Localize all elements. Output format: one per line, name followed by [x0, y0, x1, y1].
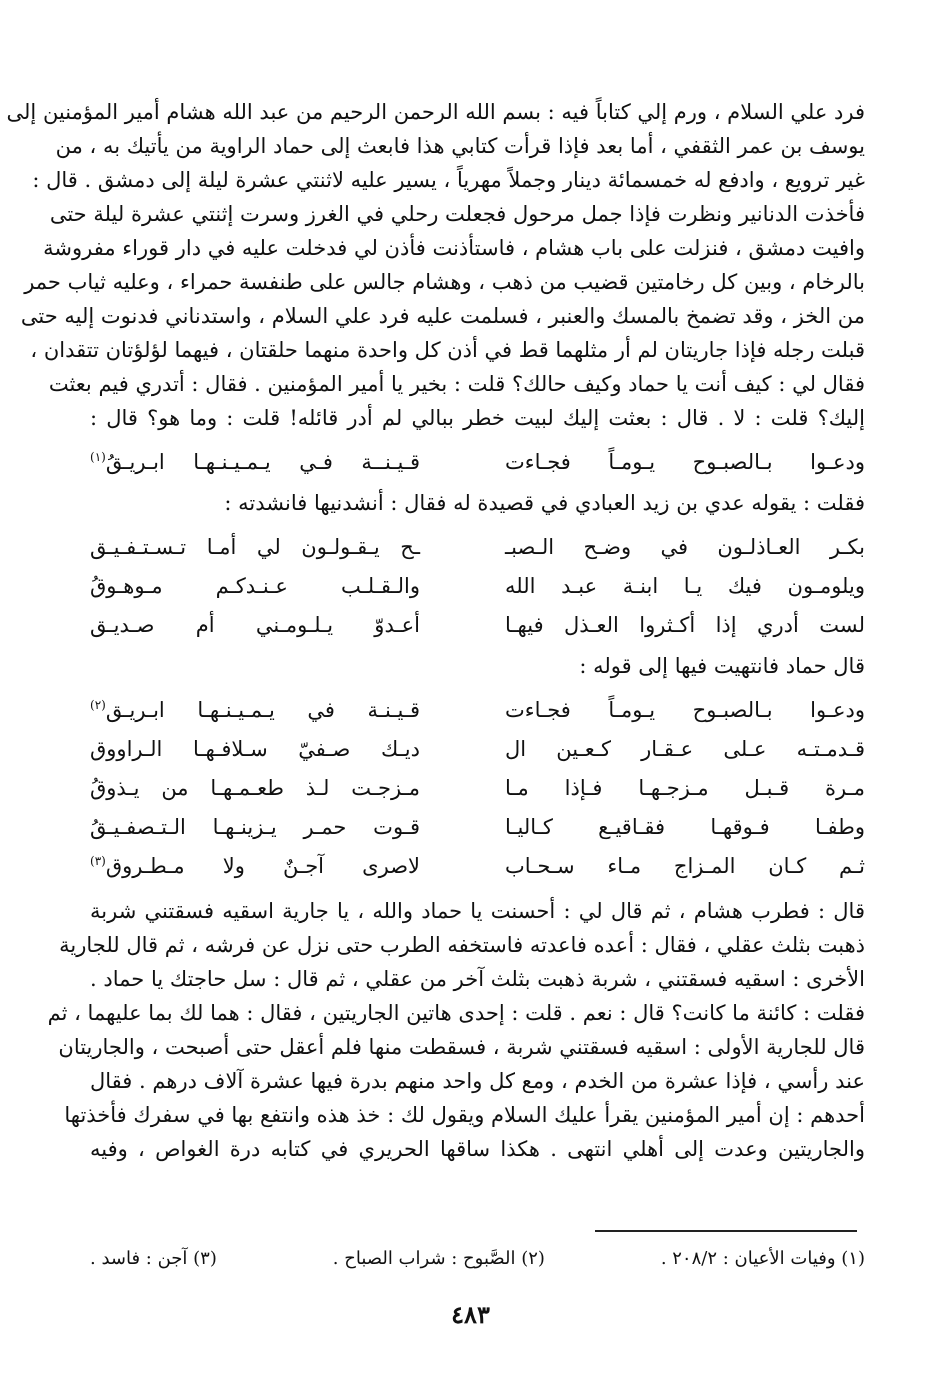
verse-line [90, 443, 865, 482]
verse-hemistich-second: ـح يـقـولـون لي أمـا تـسـتـفـيـق [90, 535, 420, 559]
hemistich-text: قـيـنـة في يـمـيـنـهـا ابـريـق [105, 698, 420, 722]
poem-1 [90, 528, 865, 645]
verse-hemistich-first: ويلومـون فيك يـا ابنـة عبـد الله [505, 574, 865, 598]
text-line: ذهبت بثلث عقلي ، فقال : أعده فاعدته فاستخفه الطرب حتى نزل عن فرشه ، ثم قال للجارية [59, 933, 865, 957]
verse-hemistich-first: ودعـوا بـالصبـوح يـومـاً فجـاءت [505, 698, 865, 722]
text-line: أحدهم : إن أمير المؤمنين يقرأ عليك السلام ويقول لك : خذ هذه وانتفع بها في سفرك فأخذتها [64, 1103, 865, 1127]
text-line: فقلت : يقوله عدي بن زيد العبادي في قصيدة له فقال : أنشدنيها فانشدته : [224, 491, 865, 515]
text-line: فقال لي : كيف أنت يا حماد وكيف حالك؟ قلت : بخير يا أمير المؤمنين . فقال : أتدري فيم بعثت [48, 372, 865, 396]
footnotes [90, 1248, 865, 1269]
text-line: وافيت دمشق ، فنزلت على باب هشام ، فاستأذنت فأذن لي فدخلت عليه في دار قوراء مفروشة [43, 236, 865, 260]
verse-line [90, 730, 865, 769]
footnote-divider [595, 1230, 857, 1232]
verse-line [90, 808, 865, 847]
text-line: بالرخام ، وبين كل رخامتين قضيب من ذهب ، وهشام جالس على طنفسة حمراء ، وعليه ثياب حمر [24, 270, 865, 294]
text-line: يوسف بن عمر الثقفي ، أما بعد فإذا قرأت كتابي هذا فابعث إلى حماد الراوية من يأتيك به ، من [55, 134, 865, 158]
verse-line [90, 691, 865, 730]
verse-hemistich-first: وطفـا فـوقهـا فقـاقيـع كـاليـا [505, 815, 865, 839]
footnote-1: (١) وفيات الأعيان : ٢٠٨/٢ . [660, 1248, 865, 1269]
verse-line [90, 606, 865, 645]
text-line: إليك؟ قلت : لا . قال : بعثت إليك لبيت خطر ببالي لم أدر قائله! قلت : وما هو؟ قال : [90, 406, 865, 430]
verse-hemistich-first: ثـم كـان المـزاج مـاء سـحـاب [505, 854, 865, 878]
verse-hemistich-second: ديـك صـفيّ سـلافـهـا الـراووق [90, 737, 420, 761]
verse-line [90, 847, 865, 886]
text-line: قال حماد فانتهيت فيها إلى قوله : [579, 654, 865, 678]
text-line: قبلت رجله فإذا جاريتان لم أر مثلهما قط في أذن كل واحدة منهما حلقتان ، فيهما لؤلؤتان تتقدان ، [30, 338, 865, 362]
text-line: قال : فطرب هشام ، ثم قال لي : أحسنت يا حماد والله ، يا جارية اسقيه فسقتني شربة [90, 899, 865, 923]
text-line: فرد علي السلام ، ورم إلي كتاباً فيه : بسم الله الرحمن الرحيم من عبد الله هشام أمير المؤمنين إلى [6, 100, 865, 124]
footnote-marker: (١) [90, 450, 106, 464]
hemistich-text: لاصرى آجـنٌ ولا مـطـروق [105, 854, 420, 878]
verse-hemistich-second [90, 847, 420, 886]
verse-hemistich-second [90, 443, 420, 482]
footnote-marker: (٣) [90, 854, 106, 868]
text-line: فأخذت الدنانير ونظرت فإذا جمل مرحول فجعلت رحلي في الغرز وسرت إثنتي عشرة ليلة حتى [49, 202, 865, 226]
verse-single [90, 443, 865, 482]
verse-hemistich-second: أعـدوّ يـلـومـني أم صـديـق [90, 613, 420, 637]
verse-hemistich-first: ودعـوا بـالصبـوح يـومـاً فجـاءت [505, 450, 865, 474]
verse-hemistich-second [90, 691, 420, 730]
footnote-3: (٣) آجن : فاسد . [90, 1248, 217, 1269]
paragraph-3 [47, 894, 865, 1166]
poem-2 [90, 691, 865, 886]
verse-line [90, 567, 865, 606]
footnote-marker: (٢) [90, 698, 106, 712]
paragraph-1 [6, 95, 865, 435]
hemistich-text: قـيـنــة فـي يـمـيـنـهـا ابـريـقُ [105, 450, 420, 474]
verse-line [90, 528, 865, 567]
footnote-2: (٢) الصَّبوح : شراب الصباح . [332, 1248, 545, 1269]
page-number: ٤٨٣ [451, 1300, 490, 1329]
text-line: الأخرى : اسقيه فسقتني ، شربة ذهبت بثلث آخر من عقلي ، ثم قال : سل حاجتك يا حماد . [90, 967, 865, 991]
text-line: غير ترويع ، وادفع له خمسمائة دينار وجملاً مهرياً ، يسير عليه لاثنتي عشرة ليلة إلى دمشق . قال : [32, 168, 865, 192]
verse-hemistich-first: بكـر العـاذلـون في وضـح الـصبـ [505, 535, 865, 559]
verse-hemistich-second: والـقـلـب عـنـدكـم مـوهـوقُ [90, 574, 420, 598]
text-line: والجاريتين وعدت إلى أهلي انتهى . هكذا ساقها الحريري في كتابه درة الغواص ، وفيه [90, 1137, 865, 1161]
text-line: عند رأسي ، فإذا عشرة من الخدم ، ومع كل واحد منهم بدرة فيها عشرة آلاف درهم . فقال [90, 1069, 865, 1093]
verse-hemistich-second: قـوت حمـر يـزينـهـا الـتـصفـيـقُ [90, 815, 420, 839]
verse-hemistich-first: قـدمـتـه عـلى عـقـار كـعـين ال [505, 737, 865, 761]
text-line: فقلت : كائنة ما كانت؟ قال : نعم . قلت : إحدى هاتين الجاريتين ، فقال : هما لك بما عليهما ، ثم [47, 1001, 865, 1025]
verse-hemistich-first: مـرة قـبـل مـزجـهـا فـإذا مـا [505, 776, 865, 800]
text-line: من الخز ، وقد تضمخ بالمسك والعنبر ، فسلمت عليه فرد علي السلام ، واستدناني فدنوت إليه حتى [20, 304, 865, 328]
page-body [6, 95, 865, 1166]
verse-hemistich-first: لست أدري إذا أكـثروا العـذل فيهـا [505, 613, 865, 637]
verse-line [90, 769, 865, 808]
verse-hemistich-second: مـزجـت لـذ طعـمـهـا من يـذوقُ [90, 776, 420, 800]
text-line: قال للجارية الأولى : اسقيه فسقتني شربة ، فسقطت منها فلم أعقل حتى أصبحت ، والجاريتان [58, 1035, 865, 1059]
